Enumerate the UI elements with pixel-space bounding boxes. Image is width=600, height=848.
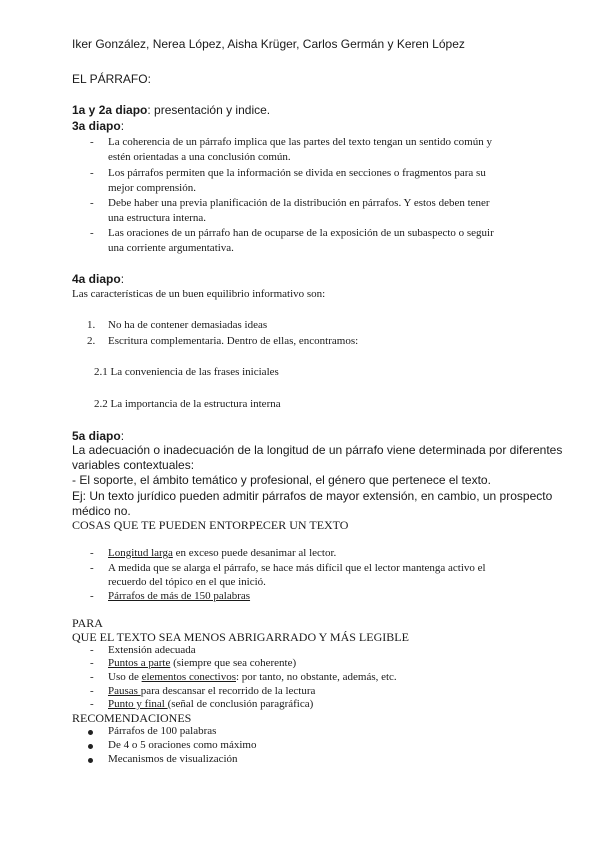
numbered-item: Escritura complementaria. Dentro de ellas, encontramos: [108,335,359,347]
dash-bullet: - [90,227,94,239]
dash-bullet: - [90,136,94,148]
list-item-line [108,671,397,683]
underlined-term: Pausas [108,685,141,697]
paragraph-line: Ej: Un texto jurídico pueden admitir párrafos de mayor extensión, en cambio, un prospecto [72,489,553,503]
list-item-line: Extensión adecuada [108,644,196,656]
list-item-text: para descansar el recorrido de la lectura [140,685,316,697]
section-4-colon: : [120,429,125,443]
list-item-line: A medida que se alarga el párrafo, se hace más difícil que el lector mantenga activo el [108,562,486,574]
section-1-heading [72,103,270,117]
list-item-line: estén orientadas a una conclusión común. [108,151,291,163]
section-3-heading [72,272,124,286]
list-item-text: Uso de [108,671,142,683]
list-number: 1. [87,319,96,331]
list-item-line [108,685,315,697]
list-item-line [108,657,296,669]
dash-bullet: - [90,547,94,559]
dash-bullet: - [90,197,94,209]
section-4-heading [72,429,124,443]
list-item-line [108,698,313,710]
dash-bullet: - [90,698,94,710]
bullet-item: Mecanismos de visualización [108,753,238,765]
section-4-label: 5a diapo [72,429,121,443]
section-2-heading [72,119,124,133]
bullet-item: Párrafos de 100 palabras [108,725,217,737]
list-item-line: La coherencia de un párrafo implica que las partes del texto tengan un sentido común y [108,136,492,148]
paragraph-line: variables contextuales: [72,458,195,472]
sub-item: 2.1 La conveniencia de las frases iniciales [94,366,279,378]
list-item-line: recuerdo del tópico en el que inició. [108,576,266,588]
recomendaciones-heading: RECOMENDACIONES [72,711,192,725]
bullet-dot [88,730,93,735]
dash-bullet: - [90,671,94,683]
underlined-term: Párrafos de más de 150 palabras [108,590,251,602]
dash-bullet: - [90,685,94,697]
section-2-colon: : [120,119,125,133]
list-item-text: (siempre que sea coherente) [170,657,297,669]
list-item-text: : por tanto, no obstante, además, etc. [236,671,397,683]
underlined-term: Puntos a parte [108,657,171,669]
list-item-line: una corriente argumentativa. [108,242,234,254]
underlined-term: Longitud larga [108,547,173,559]
document-title: EL PÁRRAFO: [72,72,151,86]
section-1-label: 1a y 2a diapo [72,103,148,117]
underlined-term: Punto y final [108,698,168,710]
list-item-text: (señal de conclusión paragráfica) [167,698,314,710]
numbered-item: No ha de contener demasiadas ideas [108,319,268,331]
cosas-heading: COSAS QUE TE PUEDEN ENTORPECER UN TEXTO [72,518,349,532]
sub-item: 2.2 La importancia de la estructura interna [94,398,281,410]
list-number: 2. [87,335,96,347]
dash-bullet: - [90,167,94,179]
section-3-label: 4a diapo [72,272,121,286]
paragraph-line: médico no. [72,504,131,518]
section-1-text: : presentación y indice. [147,103,271,117]
list-item-text: en exceso puede desanimar al lector. [172,547,337,559]
list-item-line: Las oraciones de un párrafo han de ocuparse de la exposición de un subaspecto o seguir [108,227,494,239]
list-item-line: Los párrafos permiten que la información se divida en secciones o fragmentos para su [108,167,486,179]
list-item-line: Debe haber una previa planificación de la distribución en párrafos. Y estos deben tener [108,197,490,209]
dash-bullet: - [90,562,94,574]
bullet-item: De 4 o 5 oraciones como máximo [108,739,257,751]
dash-bullet: - [90,657,94,669]
paragraph-line: La adecuación o inadecuación de la longitud de un párrafo viene determinada por diferentes [72,443,563,457]
section-3-colon: : [120,272,125,286]
authors-line: Iker González, Nerea López, Aisha Krüger, Carlos Germán y Keren López [72,37,465,51]
dash-bullet: - [90,644,94,656]
list-item-line: una estructura interna. [108,212,207,224]
bullet-dot [88,758,93,763]
section-2-label: 3a diapo [72,119,121,133]
para-subheading: QUE EL TEXTO SEA MENOS ABRIGARRADO Y MÁS LEGIBLE [72,630,409,644]
bullet-dot [88,744,93,749]
underlined-term: elementos conectivos [141,671,236,683]
paragraph-line: - El soporte, el ámbito temático y profesional, el género que pertenece el texto. [72,473,491,487]
list-item-line: mejor comprensión. [108,182,196,194]
dash-bullet: - [90,590,94,602]
list-item-line [108,547,336,559]
para-heading: PARA [72,616,103,630]
section-3-intro: Las características de un buen equilibrio informativo son: [72,288,326,300]
